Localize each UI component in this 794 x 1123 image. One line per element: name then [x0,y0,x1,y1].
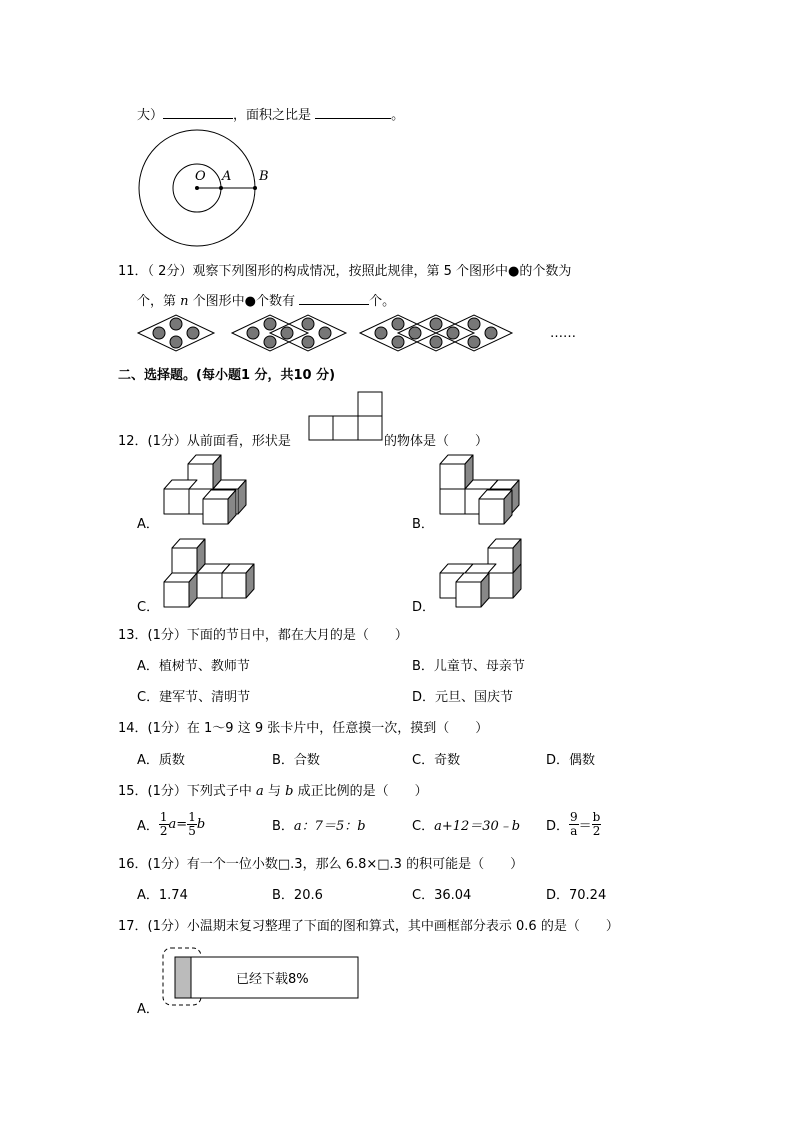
q13-option-a[interactable]: A．植树节、教师节 [137,659,250,674]
q15-text: 15．(1分）下列式子中 [118,784,252,799]
q17-option-a[interactable]: A． [137,1002,159,1017]
q13-stem: 13．(1分）下面的节日中，都在大月的是（ ） [118,628,408,643]
q12-stem-a: 12．(1分）从前面看，形状是 [118,434,291,449]
q14-option-d[interactable]: D．偶数 [546,753,596,768]
q16-option-c[interactable]: C．36.04 [412,888,472,903]
label-a: A [222,169,232,184]
numerator: 9 [570,809,578,824]
q16-option-a[interactable]: A．1.74 [137,888,188,903]
expr-text: a：7＝5：b [293,819,366,834]
option-label: B． [272,819,294,834]
numerator: 1 [188,809,196,824]
q12-option-c[interactable]: C． [137,600,160,615]
q13-option-d[interactable]: D．元旦、国庆节 [412,690,514,705]
q15-text: 成正比例的是（ ） [297,784,428,799]
q16-stem: 16．(1分）有一个一位小数□.3，那么 6.8×□.3 的积可能是（ ） [118,857,524,872]
expr-text: ＝ [578,818,592,834]
q11-text: 个图形中●个数有 [192,294,296,309]
q17-stem: 17．(1分）小温期末复习整理了下面的图和算式，其中画框部分表示 0.6 的是（ ） [118,919,619,934]
var-b: b [285,784,294,799]
option-label: D． [546,818,570,834]
option-label: C． [412,819,435,834]
denominator: 5 [188,823,196,838]
q10-end-text: 。 [391,108,405,123]
expr-text: b [196,816,206,832]
q13-option-c[interactable]: C．建军节、清明节 [137,690,251,705]
expr-text: a+12＝30﹣b [434,819,521,834]
q14-option-c[interactable]: C．奇数 [412,753,461,768]
q12-option-d[interactable]: D． [412,600,436,615]
denominator: 2 [592,823,601,838]
ellipsis: …… [550,326,576,341]
q14-option-b[interactable]: B．合数 [272,753,320,768]
q10-mid-text: ，面积之比是 [233,108,312,123]
section-title: 二、选择题。(每小题1 分，共10 分) [118,368,336,383]
label-b: B [259,169,269,184]
numerator: 1 [159,809,168,824]
q10-tail-text: 大） [137,108,164,123]
q11-line1: 11．（ 2分）观察下列图形的构成情况，按照此规律，第 5 个图形中●的个数为 [118,264,572,279]
q12-option-a[interactable]: A． [137,517,159,532]
expr-text: a= [168,816,188,832]
q12-stem-b: 的物体是（ ） [384,434,489,449]
q15-text: 与 [267,784,281,799]
q11-text: 个。 [369,294,396,309]
q16-option-d[interactable]: D．70.24 [546,888,607,903]
denominator: 2 [159,823,168,838]
option-label: A． [137,818,159,834]
var-a: a [256,784,264,799]
q11-text: 个，第 [137,294,177,309]
denominator: a [570,823,578,838]
download-bar-text: 已经下载8% [236,972,309,987]
q14-option-a[interactable]: A．质数 [137,753,185,768]
numerator: b [592,809,601,824]
label-o: O [195,169,206,184]
q16-option-b[interactable]: B．20.6 [272,888,323,903]
var-n: n [180,294,189,309]
q12-option-b[interactable]: B． [412,517,434,532]
q13-option-b[interactable]: B．儿童节、母亲节 [412,659,525,674]
q14-stem: 14．(1分）在 1～9 这 9 张卡片中，任意摸一次，摸到（ ） [118,721,489,736]
